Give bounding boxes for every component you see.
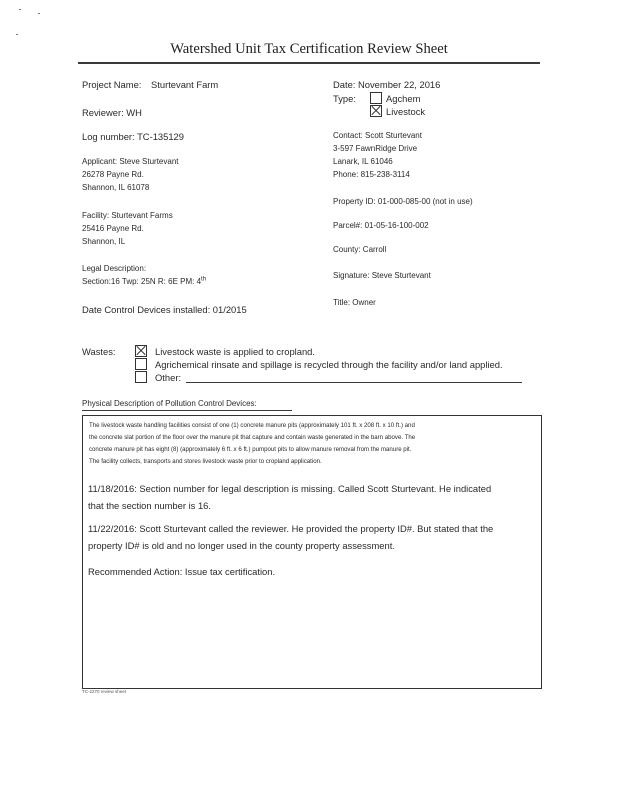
other-checkbox[interactable] xyxy=(135,371,147,383)
description-line: the concrete slat portion of the floor over the manure pit that capture and contain waste generated in the barn above. The xyxy=(89,434,416,441)
legal-description-value: Section:16 Twp: 25N R: 6E PM: 4th xyxy=(82,276,207,286)
scan-speck xyxy=(19,9,21,10)
property-id: Property ID: 01-000-085-00 (not in use) xyxy=(333,197,473,206)
contact-line: Contact: Scott Sturtevant xyxy=(333,131,422,140)
note-line: 11/22/2016: Scott Sturtevant called the reviewer. He provided the property ID#. But stated that the xyxy=(88,523,494,534)
reviewer: Reviewer: WH xyxy=(82,107,142,118)
facility-line: Facility: Sturtevant Farms xyxy=(82,211,173,220)
parcel-number: Parcel#: 01-05-16-100-002 xyxy=(333,221,429,230)
physical-description-box xyxy=(82,415,542,689)
wastes-label: Wastes: xyxy=(82,346,116,357)
legal-description-label: Legal Description: xyxy=(82,264,147,273)
other-fill-line xyxy=(186,382,522,383)
facility-line: Shannon, IL xyxy=(82,237,126,246)
description-line: concrete manure pit has eight (8) (approximately 6 ft. x 6 ft.) pumpout pits to allow manure removal from the manure pit. xyxy=(89,446,412,453)
agchem-checkbox[interactable] xyxy=(370,92,382,104)
note-line: property ID# is old and no longer used in the county property assessment. xyxy=(88,540,395,551)
form-footer: TC-2270 review sheet xyxy=(82,689,127,694)
physical-description-heading: Physical Description of Pollution Control Devices: xyxy=(82,399,257,408)
log-number: Log number: TC-135129 xyxy=(82,131,184,142)
description-line: The facility collects, transports and stores livestock waste prior to cropland application. xyxy=(89,458,322,465)
contact-line: Lanark, IL 61046 xyxy=(333,157,393,166)
title-field: Title: Owner xyxy=(333,298,376,307)
description-line: The livestock waste handling facilities consist of one (1) concrete manure pits (approximately 101 ft. x 208 ft. x 10 ft.) and xyxy=(89,422,415,429)
signature: Signature: Steve Sturtevant xyxy=(333,271,431,280)
county: County: Carroll xyxy=(333,245,387,254)
agchem-label: Agchem xyxy=(386,93,421,104)
agrichemical-option: Agrichemical rinsate and spillage is recycled through the facility and/or land applied. xyxy=(155,359,503,370)
livestock-label: Livestock xyxy=(386,106,426,117)
date-control-devices: Date Control Devices installed: 01/2015 xyxy=(82,304,247,315)
note-line: that the section number is 16. xyxy=(88,500,211,511)
livestock-checkbox[interactable] xyxy=(370,105,382,117)
project-name-label: Project Name: xyxy=(82,79,142,90)
livestock-waste-checkbox[interactable] xyxy=(135,345,147,357)
livestock-waste-option: Livestock waste is applied to cropland. xyxy=(155,346,315,357)
contact-line: Phone: 815-238-3114 xyxy=(333,170,410,179)
applicant-line: 26278 Payne Rd. xyxy=(82,170,144,179)
facility-line: 25416 Payne Rd. xyxy=(82,224,144,233)
recommended-action: Recommended Action: Issue tax certification. xyxy=(88,566,276,577)
scan-speck xyxy=(16,34,18,35)
other-option: Other: xyxy=(155,372,182,383)
review-date: Date: November 22, 2016 xyxy=(333,79,441,90)
applicant-line: Shannon, IL 61078 xyxy=(82,183,150,192)
heading-underline xyxy=(82,410,292,411)
title-underline xyxy=(78,62,540,64)
note-line: 11/18/2016: Section number for legal description is missing. Called Scott Sturtevant. He indicated xyxy=(88,483,492,494)
applicant-line: Applicant: Steve Sturtevant xyxy=(82,157,179,166)
page-title: Watershed Unit Tax Certification Review Sheet xyxy=(170,41,448,57)
project-name-value: Sturtevant Farm xyxy=(151,79,219,90)
contact-line: 3-597 FawnRidge Drive xyxy=(333,144,418,153)
agrichemical-checkbox[interactable] xyxy=(135,358,147,370)
scan-speck xyxy=(38,13,40,14)
type-label: Type: xyxy=(333,93,356,104)
